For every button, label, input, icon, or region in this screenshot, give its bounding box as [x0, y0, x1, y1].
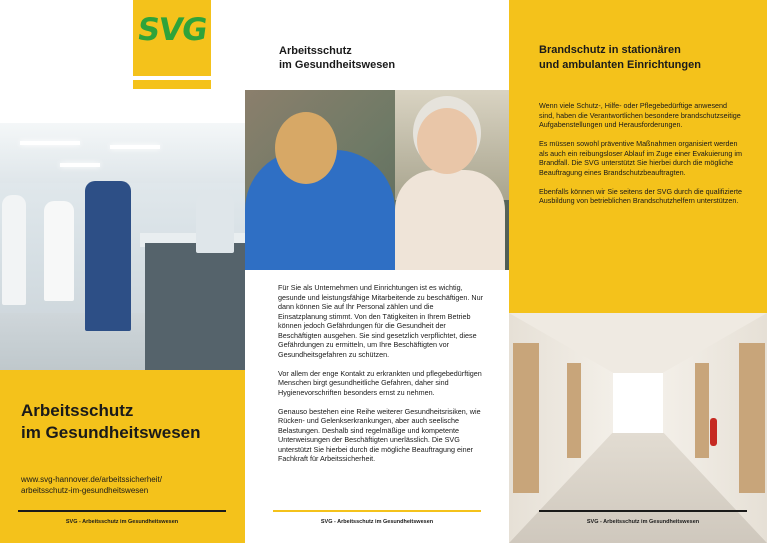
corridor-end-window [613, 373, 663, 433]
nurse-figure [85, 181, 131, 331]
reception-counter [145, 243, 245, 370]
elderly-woman-figure [395, 170, 505, 270]
logo-underline-bar [133, 80, 211, 89]
footer-text: SVG - Arbeitsschutz im Gesundheitswesen [65, 519, 179, 525]
footer-rule [18, 510, 226, 512]
url-line[interactable]: arbeitsschutz-im-gesundheitswesen [21, 486, 149, 495]
body-paragraph: Vor allem der enge Kontakt zu erkrankten und pflegebedürftigen Menschen birgt gesundheitliche Gefahren, daher sind Hygienevorschriften besonders ernst zu nehmen. [278, 368, 482, 397]
nurse-and-elderly-woman-photo [245, 90, 509, 270]
right-title [539, 43, 759, 73]
ceiling-light [20, 141, 80, 145]
corridor-door [513, 343, 539, 493]
cover-title-line: Arbeitsschutz [21, 401, 134, 420]
hospital-hallway-photo [0, 123, 245, 370]
doctor-figure [44, 201, 74, 301]
cover-title [21, 400, 236, 444]
footer-text: SVG - Arbeitsschutz im Gesundheitswesen [320, 519, 434, 525]
middle-title-line: Arbeitsschutz [279, 45, 352, 57]
body-paragraph: Für Sie als Unternehmen und Einrichtungen ist es wichtig, gesunde und leistungsfähige Mitarbeitende zu beschäftigen. Nur dann können Sie auf Ihr Personal zählen und die Einsatzplanung stimmt. Von den Tätigkeiten in Ihrem Betrieb können jedoch Gefährdungen für die Gesundheit der Beschäftigten ausgehen. Sie sind gesetzlich verpflichtet, diese Gefährdungen zu ermitteln, um Ihre Beschäftigten vor Gesundheitsgefahren zu schützen. [278, 283, 483, 359]
left-yellow-block [0, 370, 245, 543]
body-paragraph: Ebenfalls können wir Sie seitens der SVG durch die qualifizierte Ausbildung von betrieblichen Brandschutzhelfern unterstützen. [539, 186, 742, 205]
doctor-figure [2, 195, 26, 305]
middle-body-text [278, 283, 483, 473]
footer-rule [273, 510, 481, 512]
middle-title [279, 44, 489, 72]
right-title-line: und ambulanten Einrichtungen [539, 59, 701, 71]
body-paragraph: Es müssen sowohl präventive Maßnahmen organisiert werden als auch ein reibungsloser Ablauf im Zuge einer Evakuierung im Brandfall. Die SVG unterstützt Sie hierbei durch die mögliche Beauftragung eines Brandschutzbeauftragten. [539, 139, 742, 177]
left-panel [0, 0, 245, 543]
middle-title-line: im Gesundheitswesen [279, 59, 396, 71]
url-line[interactable]: www.svg-hannover.de/arbeitssicherheit/ [21, 475, 162, 484]
right-title-line: Brandschutz in stationären [539, 44, 681, 56]
body-paragraph: Wenn viele Schutz-, Hilfe- oder Pflegebedürftige anwesend sind, haben die Verantwortlichen besondere brandschutzseitige Aufgabenstellungen und Herausforderungen. [539, 101, 741, 129]
middle-panel [245, 0, 509, 543]
body-paragraph: Genauso bestehen eine Reihe weiterer Gesundheitsrisiken, wie Rücken- und Gelenkserkrankungen, aber auch seelische Belastungen. Deshalb sind regelmäßige und kompetente Unterweisungen der Beschäftigten unerlässlich. Die SVG unterstützt Sie hierbei durch die mögliche Beauftragung einer Fachkraft für Arbeitssicherheit. [278, 406, 481, 463]
logo-text: SVG [135, 12, 209, 48]
elderly-woman-head [417, 108, 477, 174]
ceiling-light [60, 163, 100, 167]
cover-url[interactable] [21, 474, 236, 496]
ceiling-light [110, 145, 160, 149]
staff-figure [196, 193, 234, 253]
corridor-door [739, 343, 765, 493]
cover-title-line: im Gesundheitswesen [21, 423, 201, 442]
footer-text: SVG - Arbeitsschutz im Gesundheitswesen [586, 519, 700, 525]
nurse-head [275, 112, 337, 184]
footer-rule [539, 510, 747, 512]
right-body-text [539, 101, 744, 215]
right-panel [509, 0, 767, 543]
photo-ceiling [0, 123, 245, 183]
hospital-corridor-photo [509, 313, 767, 543]
corridor-door [695, 363, 709, 458]
fire-extinguisher [710, 418, 717, 446]
svg-logo [133, 0, 211, 76]
corridor-door [567, 363, 581, 458]
